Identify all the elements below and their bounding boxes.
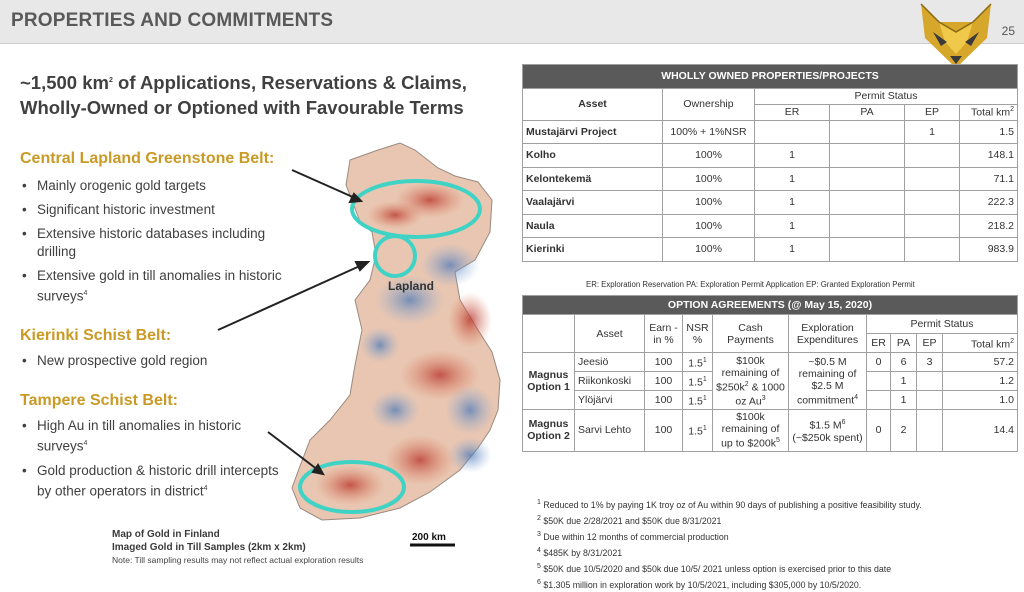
col-ownership: Ownership: [663, 88, 755, 120]
col-er: ER: [867, 334, 891, 353]
arrow-kierinki-head: [356, 262, 368, 270]
caption-subtitle: Imaged Gold in Till Samples (2km x 2km): [112, 542, 306, 553]
footnotes: [537, 496, 922, 592]
footnote: $^5$ $50K due 10/5/2020 and $50k due 10/5/ 2021 unless option is exercised prior to this date: [537, 562, 892, 574]
table-row: Kierinki 100% 1 983.9: [523, 238, 1018, 262]
footnote: $^4$ $485K by 8/31/2021: [537, 546, 623, 558]
bullet: • Significant historic investment: [22, 201, 322, 219]
table-row: Vaalajärvi 100% 1 222.3: [523, 191, 1018, 215]
table-row: Riikonkoski 100 $1.5^1$ 1 1.2: [523, 372, 1018, 391]
table-row: Magnus Option 2 Sarvi Lehto 100 $1.5^1$ $100k remaining of up to $\$200k^5$ $1.5 $M^6$ (~$250k spent) 0 2 14.4: [523, 410, 1018, 452]
caption-title: Map of Gold in Finland: [112, 529, 220, 540]
table-row: Naula 100% 1 218.2: [523, 214, 1018, 238]
col-ep: EP: [905, 104, 960, 120]
table-row: Kolho 100% 1 148.1: [523, 144, 1018, 168]
lapland-label: Lapland: [388, 279, 435, 293]
col-total: Total $km^2$: [960, 104, 1018, 120]
option-2-expenditures: $1.5 $M^6$ (~$250k spent): [789, 410, 867, 452]
option-2-cash: $100k remaining of up to $\$200k^5$: [713, 410, 789, 452]
scale-label: 200 km: [412, 532, 446, 543]
option-agreements-table: [522, 295, 1018, 452]
bullet: • Extensive gold in till anomalies in historic surveys$^4$: [22, 267, 312, 306]
slide-title: PROPERTIES AND COMMITMENTS: [11, 10, 334, 31]
map-caption: [112, 528, 363, 567]
table-row: Kelontekemä 100% 1 71.1: [523, 167, 1018, 191]
option-1-cash: $100k remaining of $\$250k^2$ & 1000 oz Au$^3$: [713, 353, 789, 410]
option-1-label: Magnus Option 1: [523, 353, 575, 410]
footnote: $^3$ Due within 12 months of commercial production: [537, 530, 729, 542]
permit-abbreviations: ER: Exploration Reservation PA: Exploration Permit Application EP: Granted Exploration Permit: [586, 280, 915, 289]
central-lapland-bullets: [22, 177, 322, 312]
col-pa: PA: [891, 334, 917, 353]
tampere-title: Tampere Schist Belt:: [20, 392, 178, 409]
bullet: • New prospective gold region: [22, 352, 322, 370]
col-asset: Asset: [523, 88, 663, 120]
bullet: • High Au in till anomalies in historic surveys$^4$: [22, 417, 282, 456]
col-nsr: NSR %: [683, 315, 713, 353]
col-permit-status: Permit Status: [755, 88, 1018, 104]
col-cash: Cash Payments: [713, 315, 789, 353]
footnote: $^2$ $50K due 2/28/2021 and $50K due 8/31/2021: [537, 514, 722, 526]
headline-line-1: ~1,500 $km^2$ of Applications, Reservations & Claims,: [20, 72, 467, 94]
col-asset: Asset: [575, 315, 645, 353]
table-row: Ylöjärvi 100 $1.5^1$ 1 1.0: [523, 391, 1018, 410]
col-expl: Exploration Expenditures: [789, 315, 867, 353]
col-total: Total $km^2$: [943, 334, 1018, 353]
slide-number: 25: [1001, 24, 1015, 38]
footnote: $^1$ Reduced to 1% by paying 1K troy oz of Au within 90 days of publishing a positive feasibility study.: [537, 499, 922, 510]
fox-logo-icon: [913, 2, 999, 70]
bullet: • Extensive historic databases including drilling: [22, 225, 292, 261]
table-row: Magnus Option 1 Jeesiö 100 $1.5^1$ $100k remaining of $\$250k^2$ & 1000 oz Au$^3$ ~$0.5 M remaining of $2.5 M commitment$^4$ 0 6 3 57.2: [523, 353, 1018, 372]
central-lapland-title: Central Lapland Greenstone Belt:: [20, 150, 275, 167]
tampere-bullets: [22, 417, 282, 506]
wholly-owned-title: WHOLLY OWNED PROPERTIES/PROJECTS: [523, 65, 1018, 89]
footnote: $^6$ $1.305 million in exploration work by 10/5/2021, including $305,000 by 10/5/2020.: [537, 578, 862, 590]
col-er: ER: [755, 104, 830, 120]
bullet: • Mainly orogenic gold targets: [22, 177, 322, 195]
wholly-owned-table: [522, 64, 1018, 262]
col-pa: PA: [830, 104, 905, 120]
bullet: • Gold production & historic drill intercepts by other operators in district$^4$: [22, 462, 282, 501]
headline-line-2: Wholly-Owned or Optioned with Favourable Terms: [20, 97, 464, 119]
option-2-label: Magnus Option 2: [523, 410, 575, 452]
table-row: Mustajärvi Project 100% + 1%NSR 1 1.5: [523, 120, 1018, 144]
kierinki-title: Kierinki Schist Belt:: [20, 327, 172, 344]
col-ep: EP: [917, 334, 943, 353]
option-1-expenditures: ~$0.5 M remaining of $2.5 M commitment$^4$: [789, 353, 867, 410]
caption-note: Note: Till sampling results may not reflect actual exploration results: [112, 555, 364, 565]
option-agreements-title: OPTION AGREEMENTS (@ May 15, 2020): [523, 296, 1018, 315]
kierinki-bullets: [22, 352, 322, 376]
col-earn: Earn -in %: [645, 315, 683, 353]
col-permit-status: Permit Status: [867, 315, 1018, 334]
